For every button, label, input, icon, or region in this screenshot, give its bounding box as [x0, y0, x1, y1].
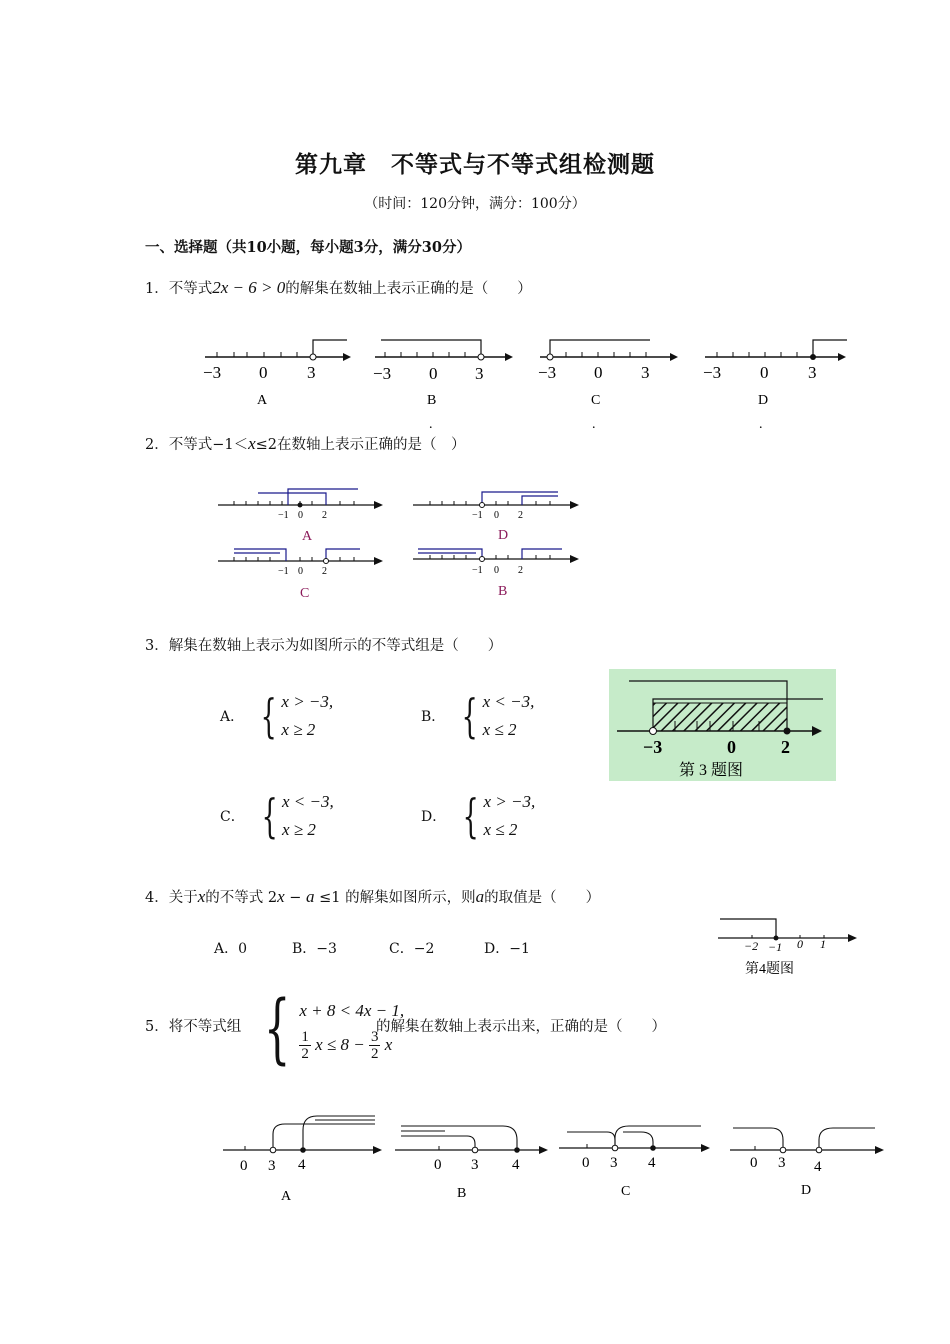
q3-option-d-line1: x > −3,	[483, 792, 536, 811]
q3-option-b	[421, 688, 534, 744]
q2-numberline-d	[413, 492, 579, 543]
q3-numberline	[609, 669, 836, 781]
q3-option-a-label: A．	[220, 709, 245, 725]
q2c-tick-neg1: −1	[278, 566, 289, 577]
q5c-tick-0: 0	[582, 1155, 590, 1171]
q4-tick-neg2: −2	[744, 939, 759, 953]
q3-fig-tick-0: 0	[727, 737, 736, 757]
q2-option-d-label: D	[498, 528, 509, 543]
q4-figure	[712, 910, 862, 980]
q2-option-a-label: A	[302, 529, 313, 544]
q5-frac1-num: 1	[301, 1029, 309, 1046]
q5-frac2-den: 2	[370, 1046, 379, 1063]
question-2-var: x	[248, 434, 256, 453]
question-5-text-after: 的解集在数轴上表示出来，正确的是（ ）	[376, 1019, 666, 1035]
question-1-figures	[195, 330, 855, 435]
q1-numberline-d	[703, 340, 847, 432]
q2c-tick-0: 0	[298, 566, 303, 577]
q3-option-c	[220, 788, 334, 844]
question-1-text-end: 的解集在数轴上表示正确的是（ ）	[285, 281, 532, 297]
q1a-tick-3: 3	[307, 363, 316, 382]
q4-option-c: C．−2	[389, 941, 435, 957]
q5-frac1-den: 2	[301, 1046, 309, 1063]
q1c-tick-3: 3	[641, 363, 650, 382]
q2a-tick-neg1: −1	[278, 510, 289, 521]
q1a-tick-neg3: −3	[203, 363, 222, 382]
q1-numberline-a	[203, 340, 351, 408]
q5d-tick-0: 0	[750, 1155, 758, 1171]
question-4-text-mid1: 的不等式 2	[205, 890, 278, 906]
question-4-var-a2: a	[475, 887, 485, 906]
q1-option-a-label: A	[257, 393, 268, 408]
q4-tick-1: 1	[820, 937, 826, 951]
q1b-tick-3: 3	[475, 364, 484, 383]
q5b-tick-4: 4	[512, 1157, 520, 1173]
question-2-stem	[145, 433, 466, 454]
q2-option-b-label: B	[498, 584, 508, 599]
q5-option-d-label: D	[801, 1183, 812, 1198]
q2c-tick-2: 2	[322, 566, 327, 577]
q1-numberline-c	[538, 340, 678, 432]
q1d-tick-neg3: −3	[703, 363, 722, 382]
page-title: 第九章 不等式与不等式组检测题	[295, 152, 655, 178]
section-heading-choice: 一、选择题（共10小题，每小题3分，满分30分）	[145, 239, 471, 256]
q1-option-d-label: D	[758, 393, 769, 408]
q1-dot-c: .	[592, 417, 596, 432]
question-1-text: 1．不等式	[145, 281, 213, 297]
q1d-tick-3: 3	[808, 363, 817, 382]
q3-fig-tick-neg3: −3	[643, 737, 663, 757]
q4-option-d: D．−1	[484, 941, 530, 957]
question-5-text-before: 5．将不等式组	[145, 1019, 242, 1035]
q5-option-a-label: A	[281, 1189, 292, 1204]
q5-option-b-label: B	[457, 1186, 467, 1201]
q3-option-d-line2: x ≤ 2	[483, 820, 518, 839]
q1-option-c-label: C	[591, 393, 601, 408]
q5-numberline-a	[223, 1116, 382, 1204]
q5-brace: {	[263, 983, 291, 1072]
q2-option-c-label: C	[300, 586, 310, 601]
q5-line2-mid: x ≤ 8 −	[315, 1034, 365, 1054]
q5a-tick-3: 3	[268, 1158, 276, 1174]
q2d-tick-neg1: −1	[472, 510, 483, 521]
q1a-tick-0: 0	[259, 363, 268, 382]
q2a-tick-0: 0	[298, 510, 303, 521]
question-4-var-x2: x	[277, 887, 285, 906]
q1-numberline-b	[373, 340, 513, 432]
q3-option-a-brace: {	[260, 689, 277, 743]
q2d-tick-2: 2	[518, 510, 523, 521]
q2b-tick-neg1: −1	[472, 565, 483, 576]
q1-dot-b: .	[429, 417, 433, 432]
question-4-text-mid3: ≤1 的解集如图所示，则	[314, 890, 476, 906]
q5-line2-end: x	[384, 1034, 393, 1054]
question-4-stem	[145, 886, 600, 907]
q5a-tick-4: 4	[298, 1157, 306, 1173]
q5d-tick-4: 4	[814, 1159, 822, 1175]
question-4-text: 4．关于	[145, 890, 198, 906]
q3-option-b-label: B．	[421, 709, 446, 725]
q1c-tick-0: 0	[594, 363, 603, 382]
q5-numberline-b	[395, 1126, 548, 1201]
q1d-tick-0: 0	[760, 363, 769, 382]
q3-figure	[609, 669, 836, 781]
q5c-tick-3: 3	[610, 1155, 618, 1171]
q2d-tick-0: 0	[494, 510, 499, 521]
q5-frac2-num: 3	[370, 1029, 379, 1046]
question-4-text-mid2: −	[284, 890, 307, 906]
q1b-tick-neg3: −3	[373, 364, 392, 383]
q2-numberline-c	[218, 549, 383, 601]
q4-fig-caption: 第4题图	[745, 962, 794, 977]
q5-line1: x + 8 < 4x − 1,	[299, 1000, 405, 1020]
q4-option-b: B．−3	[292, 941, 337, 957]
q3-fig-tick-2: 2	[781, 737, 790, 757]
q1-dot-d: .	[759, 417, 763, 432]
q1b-tick-0: 0	[429, 364, 438, 383]
q3-fig-caption: 第 3 题图	[679, 762, 744, 779]
q5-numberline-c	[559, 1126, 710, 1199]
question-5-figures	[215, 1100, 895, 1210]
question-1-stem	[145, 277, 532, 298]
q3-option-a-line2: x ≥ 2	[281, 720, 316, 739]
q1c-tick-neg3: −3	[538, 363, 557, 382]
q3-option-d-brace: {	[462, 789, 479, 843]
q4-tick-neg1: −1	[768, 940, 783, 954]
q4-tick-0: 0	[797, 937, 803, 951]
q2b-tick-0: 0	[494, 565, 499, 576]
q2a-tick-2: 2	[322, 510, 327, 521]
q5d-tick-3: 3	[778, 1155, 786, 1171]
q2b-tick-2: 2	[518, 565, 523, 576]
q3-option-c-brace: {	[261, 789, 278, 843]
q3-option-d-label: D．	[421, 809, 447, 825]
question-4-var-x: x	[197, 887, 206, 906]
q5-option-c-label: C	[621, 1184, 631, 1199]
q3-option-c-line2: x ≥ 2	[282, 820, 316, 839]
q3-option-b-line1: x < −3,	[482, 692, 535, 711]
question-2-figures	[210, 480, 590, 605]
q1-option-b-label: B	[427, 393, 437, 408]
q2-numberline-b	[413, 549, 579, 599]
q3-option-c-label: C．	[220, 809, 245, 825]
question-4-var-a: a	[306, 887, 315, 906]
q2-numberline-a	[218, 489, 383, 544]
question-2-text: 2．不等式−1＜	[145, 437, 249, 453]
question-2-text-end: ≤2在数轴上表示正确的是（ ）	[255, 437, 466, 453]
q5c-tick-4: 4	[648, 1155, 656, 1171]
q5b-tick-3: 3	[471, 1157, 479, 1173]
question-1-expression: 2x − 6 > 0	[212, 278, 286, 297]
q3-option-b-line2: x ≤ 2	[482, 720, 517, 739]
page-subtitle: （时间：120分钟，满分：100分）	[364, 196, 586, 212]
q4-option-a: A．0	[214, 941, 248, 957]
q5-frac-1	[299, 1029, 311, 1062]
question-3-stem: 3．解集在数轴上表示为如图所示的不等式组是（ ）	[145, 638, 503, 654]
q3-option-d	[421, 788, 535, 844]
q5b-tick-0: 0	[434, 1157, 442, 1173]
q3-option-b-brace: {	[461, 689, 478, 743]
q3-option-a	[220, 688, 333, 744]
q5-numberline-d	[730, 1128, 884, 1198]
q3-option-a-line1: x > −3,	[281, 692, 334, 711]
question-4-text-end: 的取值是（ ）	[484, 890, 601, 906]
q3-option-c-line1: x < −3,	[282, 792, 334, 811]
q5a-tick-0: 0	[240, 1158, 248, 1174]
